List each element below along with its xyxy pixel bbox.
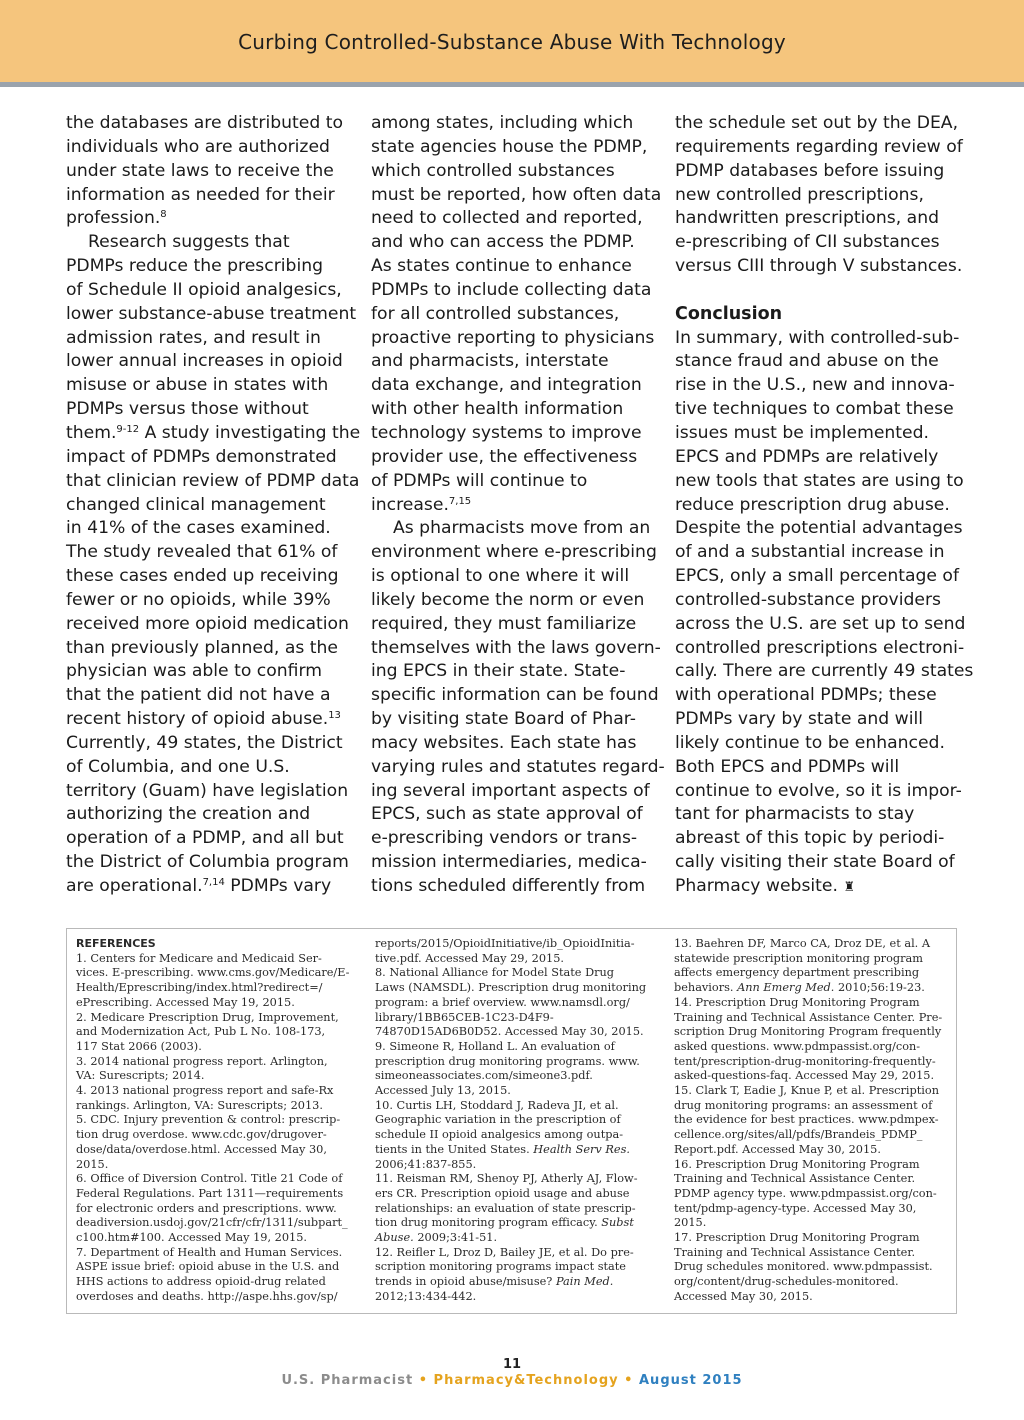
text-line: and pharmacists, interstate	[371, 351, 609, 372]
reference-line: 74870D15AD6B0D52. Accessed May 30, 2015.	[375, 1025, 644, 1039]
text-line: likely continue to be enhanced.	[675, 732, 945, 753]
running-header-title: Curbing Controlled-Substance Abuse With Technology	[238, 30, 786, 54]
text-line: authorizing the creation and	[66, 804, 311, 825]
text-line: mission intermediaries, medica-	[371, 852, 647, 873]
text-line: macy websites. Each state has	[371, 732, 637, 753]
text-line	[675, 875, 971, 900]
reference-line: 10. Curtis LH, Stoddard J, Radeva JI, et al.	[375, 1098, 619, 1112]
reference-line: 9. Simeone R, Holland L. An evaluation of	[375, 1039, 615, 1053]
reference-line: Training and Technical Assistance Center.	[674, 1172, 916, 1186]
text-segment: increase.	[371, 494, 449, 515]
text-line: environment where e-prescribing	[371, 542, 657, 563]
text-line: the schedule set out by the DEA,	[675, 113, 959, 133]
reference-line: scription monitoring programs impact state	[375, 1260, 626, 1274]
reference-line	[375, 1216, 657, 1231]
footer-bullet: •	[418, 1373, 429, 1388]
text-line: The study revealed that 61% of	[66, 542, 338, 563]
text-line: As states continue to enhance	[371, 256, 632, 277]
reference-line: 2006;41:837-855.	[375, 1157, 477, 1171]
text-segment: are operational.	[66, 876, 203, 896]
reference-line: asked-questions-faq. Accessed May 29, 2015.	[674, 1069, 935, 1083]
reference-line: cellence.org/sites/all/pdfs/Brandeis_PDMP_	[674, 1128, 923, 1142]
reference-line: schedule II opioid analgesics among outpa-	[375, 1128, 624, 1142]
text-segment: them.	[66, 422, 117, 443]
text-line: of Schedule II opioid analgesics,	[66, 279, 342, 300]
journal-title: Abuse.	[375, 1231, 414, 1245]
text-line: Currently, 49 states, the District	[66, 732, 343, 753]
text-line: the District of Columbia program	[66, 852, 349, 873]
reference-line: rankings. Arlington, VA: Surescripts; 2013.	[76, 1098, 323, 1112]
text-line: PDMP databases before issuing	[675, 160, 945, 181]
reference-line: ers CR. Prescription opioid usage and abuse	[375, 1186, 630, 1200]
text-line: and who can access the PDMP.	[371, 232, 635, 253]
text-line: handwritten prescriptions, and	[675, 208, 940, 229]
text-segment: trends in opioid abuse/misuse?	[375, 1275, 553, 1289]
reference-line: Health/Eprescribing/index.html?redirect=/	[76, 981, 323, 995]
reference-line: 5. CDC. Injury prevention & control: prescrip-	[76, 1113, 341, 1127]
text-line: technology systems to improve	[371, 422, 642, 443]
journal-title: Ann Emerg Med.	[737, 981, 835, 995]
text-line: is optional to one where it will	[371, 566, 630, 587]
reference-line: 2012;13:434-442.	[375, 1289, 477, 1303]
text-line: Research suggests that	[88, 232, 290, 253]
text-line: proactive reporting to physicians	[371, 327, 655, 348]
text-line: EPCS and PDMPs are relatively	[675, 446, 939, 467]
text-line: varying rules and statutes regard-	[371, 756, 665, 777]
reference-line: library/1BB65CEB-1C23-D4F9-	[375, 1010, 554, 1024]
text-line	[66, 875, 362, 899]
text-segment: profession.	[66, 208, 161, 229]
text-line: required, they must familiarize	[371, 613, 637, 634]
text-line: PDMPs versus those without	[66, 399, 309, 420]
text-line: which controlled substances	[371, 160, 615, 181]
text-line: territory (Guam) have legislation	[66, 780, 349, 801]
text-line: PDMPs reduce the prescribing	[66, 256, 324, 277]
page-number: 11	[502, 1357, 522, 1372]
text-line: operation of a PDMP, and all but	[66, 828, 344, 849]
text-line: must be reported, how often data	[371, 184, 662, 205]
text-line: requirements regarding review of	[675, 136, 963, 157]
text-line: In summary, with controlled-sub-	[675, 327, 960, 348]
header-divider	[0, 82, 1024, 87]
reference-line: Accessed May 30, 2015.	[674, 1289, 813, 1303]
text-line: tant for pharmacists to stay	[675, 804, 915, 825]
reference-line: HHS actions to address opioid-drug related	[76, 1275, 326, 1289]
text-line: ing several important aspects of	[371, 780, 650, 801]
text-line: that clinician review of PDMP data	[66, 470, 360, 491]
reference-line: 16. Prescription Drug Monitoring Program	[674, 1157, 920, 1171]
body-column-1	[66, 112, 362, 899]
text-line: these cases ended up receiving	[66, 566, 339, 587]
reference-line: 6. Office of Diversion Control. Title 21 Code of	[76, 1172, 343, 1186]
reference-line: 15. Clark T, Eadie J, Knue P, et al. Prescription	[674, 1084, 939, 1098]
reference-line: the evidence for best practices. www.pdmpex-	[674, 1113, 939, 1127]
reference-line: 8. National Alliance for Model State Drug	[375, 966, 615, 980]
citation-superscript: 13	[328, 710, 341, 722]
reference-line	[674, 981, 956, 996]
text-line: with other health information	[371, 399, 624, 420]
reference-line: tent/pdmp-agency-type. Accessed May 30,	[674, 1201, 917, 1215]
footer-publication: U.S. Pharmacist	[281, 1373, 414, 1388]
text-line: that the patient did not have a	[66, 685, 331, 706]
text-line: specific information can be found	[371, 685, 659, 706]
running-footer	[0, 1373, 1024, 1388]
journal-title: Health Serv Res.	[533, 1142, 630, 1156]
text-line: lower substance-abuse treatment	[66, 303, 357, 324]
reference-line: 11. Reisman RM, Shenoy PJ, Atherly AJ, Flow-	[375, 1172, 638, 1186]
reference-line: Training and Technical Assistance Center.	[674, 1245, 916, 1259]
reference-line	[375, 1143, 657, 1158]
text-line: fewer or no opioids, while 39%	[66, 589, 331, 610]
reference-line: 17. Prescription Drug Monitoring Program	[674, 1231, 920, 1245]
references-column-2	[375, 937, 657, 1305]
reference-line	[375, 1231, 657, 1246]
reference-line: relationships: an evaluation of state prescrip-	[375, 1201, 636, 1215]
reference-line: org/content/drug-schedules-monitored.	[674, 1275, 899, 1289]
text-line: impact of PDMPs demonstrated	[66, 446, 337, 467]
text-segment: A study investigating the	[139, 422, 361, 443]
reference-line: Geographic variation in the prescription of	[375, 1113, 621, 1127]
end-of-article-icon: ♜	[843, 880, 856, 895]
text-line	[66, 708, 362, 732]
text-line: of PDMPs will continue to	[371, 470, 588, 491]
text-line: state agencies house the PDMP,	[371, 136, 648, 157]
text-line: cally. There are currently 49 states	[675, 661, 974, 682]
citation-superscript: 7,14	[202, 877, 225, 888]
text-line: received more opioid medication	[66, 613, 349, 634]
reference-line: c100.htm#100. Accessed May 19, 2015.	[76, 1231, 307, 1245]
reference-line: ePrescribing. Accessed May 19, 2015.	[76, 995, 295, 1009]
text-segment: behaviors.	[674, 981, 734, 995]
references-column-3	[674, 937, 956, 1305]
text-line: continue to evolve, so it is impor-	[675, 780, 962, 801]
text-line: themselves with the laws govern-	[371, 637, 661, 658]
reference-line: vices. E-prescribing. www.cms.gov/Medicare/E-	[76, 966, 350, 980]
citation-superscript: 7,15	[448, 495, 472, 507]
text-line: under state laws to receive the	[66, 160, 334, 181]
footer-issue: August 2015	[639, 1373, 743, 1388]
text-line: PDMPs vary by state and will	[675, 709, 924, 730]
reference-line: deadiversion.usdoj.gov/21cfr/cfr/1311/subpart_	[76, 1216, 348, 1230]
journal-title: Subst	[601, 1216, 634, 1230]
reference-line: Federal Regulations. Part 1311—requirements	[76, 1186, 344, 1200]
reference-line: prescription drug monitoring programs. www.	[375, 1054, 640, 1068]
text-line: across the U.S. are set up to send	[675, 613, 966, 634]
reference-line: 3. 2014 national progress report. Arlington,	[76, 1054, 328, 1068]
text-line: for all controlled substances,	[371, 303, 620, 324]
text-line: EPCS, such as state approval of	[371, 804, 643, 825]
citation-superscript: 9-12	[116, 423, 140, 435]
text-line: by visiting state Board of Phar-	[371, 709, 636, 730]
reference-line: statewide prescription monitoring program	[674, 951, 923, 965]
reference-line: 2. Medicare Prescription Drug, Improvement,	[76, 1010, 339, 1024]
text-segment: recent history of opioid abuse.	[66, 709, 329, 730]
reference-line: 14. Prescription Drug Monitoring Program	[674, 995, 920, 1009]
citation-superscript: 8	[160, 209, 167, 221]
paragraph-spacer	[675, 279, 971, 303]
text-segment: tients in the United States.	[375, 1142, 530, 1156]
footer-bullet: •	[624, 1373, 634, 1388]
text-line: As pharmacists move from an	[393, 518, 651, 539]
reference-line	[375, 1275, 657, 1290]
text-line: tive techniques to combat these	[675, 399, 954, 420]
text-line: abreast of this topic by periodi-	[675, 828, 945, 849]
text-line	[66, 207, 362, 231]
references-column-1	[76, 937, 358, 1305]
reference-line: dose/data/overdose.html. Accessed May 30,	[76, 1142, 327, 1156]
reference-line: Accessed July 13, 2015.	[375, 1084, 511, 1098]
text-line: EPCS, only a small percentage of	[675, 566, 959, 587]
text-line: misuse or abuse in states with	[66, 375, 329, 396]
reference-line: 12. Reifler L, Droz D, Bailey JE, et al. Do pre-	[375, 1245, 634, 1259]
text-line: in 41% of the cases examined.	[66, 518, 331, 539]
reference-line: 13. Baehren DF, Marco CA, Droz DE, et al. A	[674, 937, 931, 950]
reference-line: tive.pdf. Accessed May 29, 2015.	[375, 951, 565, 965]
text-line: e-prescribing of CII substances	[675, 232, 940, 253]
reference-line: tent/prescription-drug-monitoring-frequently-	[674, 1054, 936, 1068]
text-line: data exchange, and integration	[371, 375, 642, 396]
text-line: new tools that states are using to	[675, 470, 964, 491]
reference-line: affects emergency department prescribing	[674, 966, 920, 980]
text-line: stance fraud and abuse on the	[675, 351, 939, 372]
reference-line: 2015.	[674, 1216, 707, 1230]
text-line: PDMPs to include collecting data	[371, 279, 652, 300]
text-line: tions scheduled differently from	[371, 876, 646, 896]
text-segment: PDMPs vary	[224, 876, 332, 896]
text-segment: 2010;56:19-23.	[834, 981, 925, 995]
text-line: cally visiting their state Board of	[675, 852, 955, 873]
text-line: lower annual increases in opioid	[66, 351, 343, 372]
text-segment: 2009;3:41-51.	[413, 1231, 498, 1245]
text-line: rise in the U.S., new and innova-	[675, 375, 955, 396]
reference-line: 4. 2013 national progress report and safe-Rx	[76, 1084, 334, 1098]
reference-line: asked questions. www.pdmpassist.org/con-	[674, 1039, 921, 1053]
body-column-3	[675, 112, 974, 900]
section-heading-conclusion: Conclusion	[675, 303, 783, 324]
text-line: need to collected and reported,	[371, 208, 643, 229]
reference-line: Report.pdf. Accessed May 30, 2015.	[674, 1142, 881, 1156]
text-line: provider use, the effectiveness	[371, 446, 638, 467]
reference-line: 7. Department of Health and Human Services.	[76, 1245, 343, 1259]
reference-line: PDMP agency type. www.pdmpassist.org/con-	[674, 1186, 937, 1200]
text-line: new controlled prescriptions,	[675, 184, 924, 205]
reference-line: 117 Stat 2066 (2003).	[76, 1039, 202, 1053]
text-line: among states, including which	[371, 113, 634, 133]
reference-line: Training and Technical Assistance Center. Pre-	[674, 1010, 943, 1024]
text-line: than previously planned, as the	[66, 637, 338, 658]
running-header	[0, 0, 1024, 82]
reference-line: reports/2015/OpioidInitiative/ib_OpioidInitia-	[375, 937, 635, 950]
text-line: likely become the norm or even	[371, 589, 645, 610]
reference-line: Drug schedules monitored. www.pdmpassist.	[674, 1260, 933, 1274]
footer-section: Pharmacy&Technology	[433, 1373, 619, 1388]
reference-line: 2015.	[76, 1157, 109, 1171]
text-line: physician was able to confirm	[66, 661, 322, 682]
text-line: Despite the potential advantages	[675, 518, 963, 539]
text-segment: tion drug monitoring program efficacy.	[375, 1216, 598, 1230]
text-line: with operational PDMPs; these	[675, 685, 937, 706]
reference-line: overdoses and deaths. http://aspe.hhs.gov/sp/	[76, 1289, 338, 1303]
text-line	[66, 422, 362, 446]
text-line	[371, 494, 667, 518]
references-heading: REFERENCES	[76, 937, 156, 950]
reference-line: ASPE issue brief: opioid abuse in the U.S. and	[76, 1260, 340, 1274]
reference-line: drug monitoring programs: an assessment of	[674, 1098, 933, 1112]
reference-line: for electronic orders and prescriptions. www.	[76, 1201, 337, 1215]
reference-line: scription Drug Monitoring Program frequently	[674, 1025, 942, 1039]
reference-line: program: a brief overview. www.namsdl.org/	[375, 995, 630, 1009]
text-line: ing EPCS in their state. State-	[371, 661, 626, 682]
text-line: information as needed for their	[66, 184, 335, 205]
text-segment: Pharmacy website.	[675, 876, 838, 896]
text-line: of Columbia, and one U.S.	[66, 756, 290, 777]
reference-line: Laws (NAMSDL). Prescription drug monitoring	[375, 981, 647, 995]
journal-title: Pain Med.	[555, 1275, 614, 1289]
text-line: changed clinical management	[66, 494, 326, 515]
text-line: versus CIII through V substances.	[675, 256, 963, 277]
text-line: Both EPCS and PDMPs will	[675, 756, 900, 777]
reference-line: VA: Surescripts; 2014.	[76, 1069, 205, 1083]
text-line: controlled-substance providers	[675, 589, 941, 610]
reference-line: and Modernization Act, Pub L No. 108-173,	[76, 1025, 326, 1039]
text-line: admission rates, and result in	[66, 327, 321, 348]
text-line: e-prescribing vendors or trans-	[371, 828, 638, 849]
reference-line: tion drug overdose. www.cdc.gov/drugover-	[76, 1128, 327, 1142]
reference-line: simeoneassociates.com/simeone3.pdf.	[375, 1069, 593, 1083]
text-line: issues must be implemented.	[675, 422, 929, 443]
text-line: reduce prescription drug abuse.	[675, 494, 950, 515]
references-box	[66, 928, 957, 1314]
body-column-2	[371, 112, 667, 899]
text-line: of and a substantial increase in	[675, 542, 945, 563]
reference-line: 1. Centers for Medicare and Medicaid Ser-	[76, 951, 322, 965]
text-line: individuals who are authorized	[66, 136, 330, 157]
text-line: the databases are distributed to	[66, 113, 343, 133]
text-line: controlled prescriptions electroni-	[675, 637, 965, 658]
